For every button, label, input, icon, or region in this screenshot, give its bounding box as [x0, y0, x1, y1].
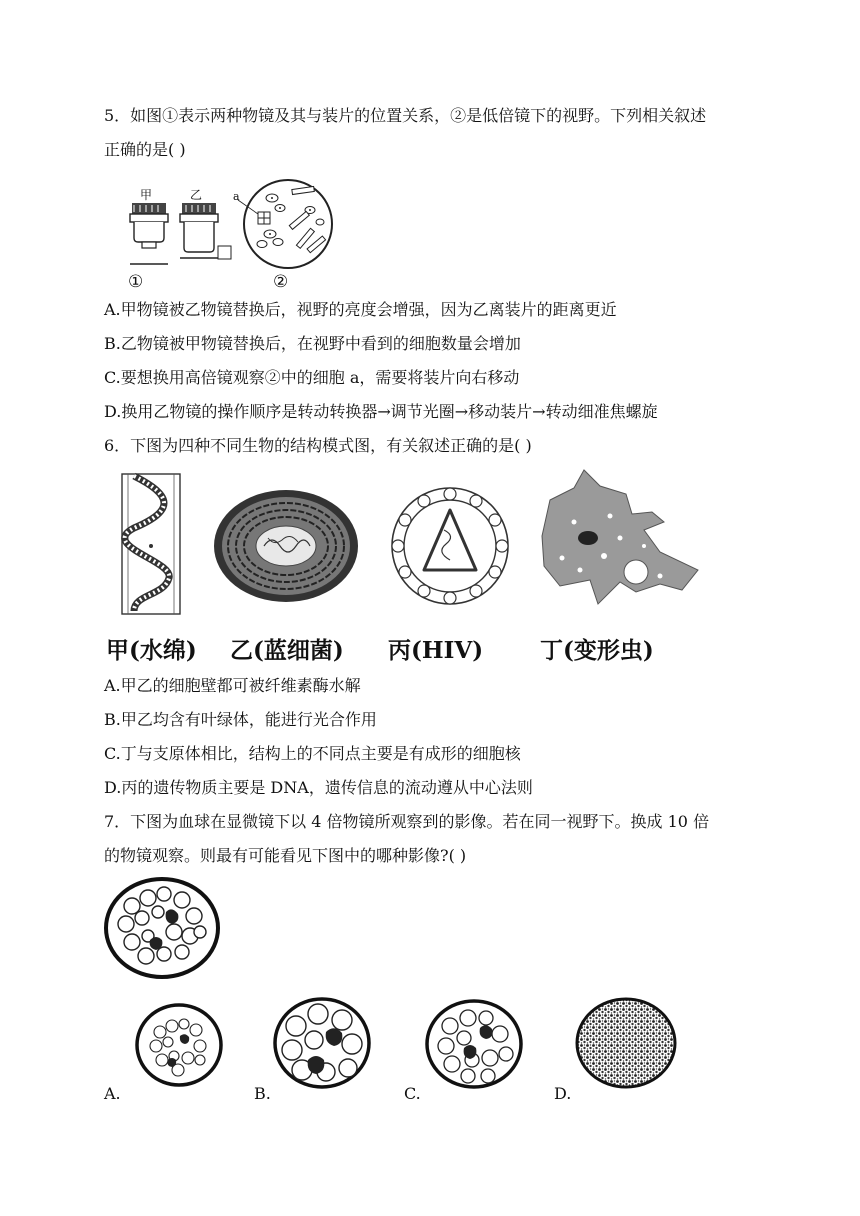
q6-organisms-figure: [104, 466, 704, 624]
q5-option-a: A.甲物镜被乙物镜替换后，视野的亮度会增强，因为乙离装片的距离更近: [104, 300, 617, 319]
q6-stem: 6．下图为四种不同生物的结构模式图，有关叙述正确的是( ): [104, 436, 532, 455]
q7-choice-c-image: [424, 998, 524, 1090]
q6-option-b: B.甲乙均含有叶绿体，能进行光合作用: [104, 710, 377, 729]
label-circle-2: ②: [273, 272, 289, 292]
q7-choice-a-label: A.: [104, 1084, 121, 1103]
low-power-field-icon: [238, 180, 332, 268]
q7-reference-blood-image: [102, 876, 222, 980]
q7-choice-b-image: [272, 996, 372, 1090]
q5-stem-line1: 5．如图①表示两种物镜及其与装片的位置关系，②是低倍镜下的视野。下列相关叙述: [104, 106, 707, 125]
q5-stem-line2: 正确的是( ): [104, 140, 186, 159]
q7-stem-line2: 的物镜观察。则最有可能看见下图中的哪种影像?( ): [104, 846, 467, 865]
amoeba-icon: [542, 470, 698, 604]
label-jia: 甲: [140, 188, 153, 202]
caption-amoeba: 丁(变形虫): [540, 637, 654, 664]
label-circle-1: ①: [128, 272, 144, 292]
cyanobacterium-icon: [214, 490, 358, 602]
q7-choice-d-image: [574, 996, 678, 1090]
q7-choice-c-label: C.: [404, 1084, 421, 1103]
caption-cyanobacterium: 乙(蓝细菌): [230, 637, 344, 664]
objective-yi-icon: [180, 203, 231, 259]
label-a: a: [233, 190, 240, 203]
q5-microscope-figure: [120, 178, 340, 290]
objective-jia-icon: [130, 203, 168, 264]
q5-option-d: D.换用乙物镜的操作顺序是转动转换器→调节光圈→移动装片→转动细准焦螺旋: [104, 402, 658, 421]
label-yi: 乙: [190, 188, 203, 202]
q6-option-a: A.甲乙的细胞壁都可被纤维素酶水解: [104, 676, 361, 695]
q5-option-b: B.乙物镜被甲物镜替换后，在视野中看到的细胞数量会增加: [104, 334, 521, 353]
q7-choice-a-image: [134, 1002, 224, 1088]
q7-choice-b-label: B.: [254, 1084, 271, 1103]
caption-hiv: 丙(HIV): [388, 637, 484, 664]
q5-option-c: C.要想换用高倍镜观察②中的细胞 a，需要将装片向右移动: [104, 368, 520, 387]
hiv-virus-icon: [392, 488, 508, 604]
caption-spirogyra: 甲(水绵): [106, 637, 197, 664]
q6-option-c: C.丁与支原体相比，结构上的不同点主要是有成形的细胞核: [104, 744, 521, 763]
q7-stem-line1: 7．下图为血球在显微镜下以 4 倍物镜所观察到的影像。若在同一视野下。换成 10 倍: [104, 812, 710, 831]
spirogyra-icon: [122, 474, 180, 614]
q7-choice-d-label: D.: [554, 1084, 572, 1103]
q6-option-d: D.丙的遗传物质主要是 DNA，遗传信息的流动遵从中心法则: [104, 778, 533, 797]
